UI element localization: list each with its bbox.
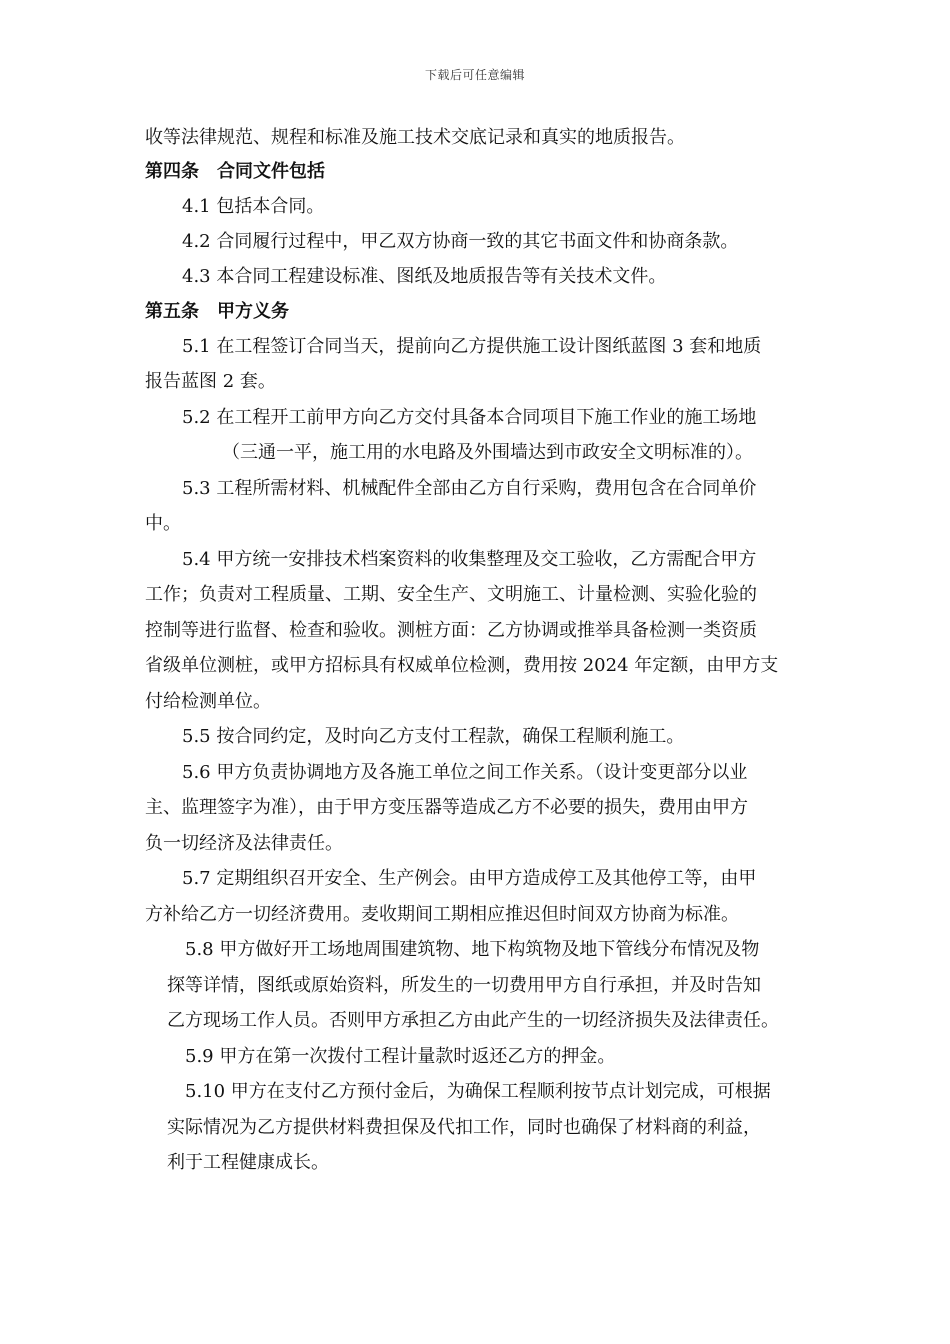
clause-5-7: 5.7 定期组织召开安全、生产例会。由甲方造成停工及其他停工等，由甲: [182, 868, 757, 889]
paragraph-line: 乙方现场工作人员。否则甲方承担乙方由此产生的一切经济损失及法律责任。: [167, 1010, 779, 1031]
clause-5-3: 5.3 工程所需材料、机械配件全部由乙方自行采购，费用包含在合同单价: [182, 478, 757, 499]
clause-5-10: 5.10 甲方在支付乙方预付金后，为确保工程顺利按节点计划完成，可根据: [185, 1081, 771, 1102]
paragraph-line: 中。: [145, 513, 181, 534]
clause-5-6: 5.6 甲方负责协调地方及各施工单位之间工作关系。（设计变更部分以业: [182, 762, 748, 783]
clause-4-1: 4.1 包括本合同。: [182, 196, 325, 217]
clause-5-8: 5.8 甲方做好开工场地周围建筑物、地下构筑物及地下管线分布情况及物: [185, 939, 760, 960]
clause-5-5: 5.5 按合同约定，及时向乙方支付工程款，确保工程顺利施工。: [182, 726, 685, 747]
paragraph-line: 报告蓝图 2 套。: [145, 371, 276, 392]
section-heading-article-5: 第五条 甲方义务: [145, 301, 289, 322]
section-heading-article-4: 第四条 合同文件包括: [145, 161, 325, 182]
paragraph-line: 方补给乙方一切经济费用。麦收期间工期相应推迟但时间双方协商为标准。: [145, 904, 739, 925]
clause-5-1: 5.1 在工程签订合同当天，提前向乙方提供施工设计图纸蓝图 3 套和地质: [182, 336, 762, 357]
clause-5-9: 5.9 甲方在第一次拨付工程计量款时返还乙方的押金。: [185, 1046, 616, 1067]
paragraph-line: 负一切经济及法律责任。: [145, 833, 343, 854]
clause-5-2: 5.2 在工程开工前甲方向乙方交付具备本合同项目下施工作业的施工场地: [182, 407, 757, 428]
paragraph-line: 探等详情，图纸或原始资料，所发生的一切费用甲方自行承担，并及时告知: [167, 975, 761, 996]
paragraph-line: 控制等进行监督、检查和验收。测桩方面：乙方协调或推举具备检测一类资质: [145, 620, 757, 641]
page-header: 下载后可任意编辑: [424, 68, 525, 82]
paragraph-line: 工作；负责对工程质量、工期、安全生产、文明施工、计量检测、实验化验的: [145, 584, 757, 605]
paragraph-line: （三通一平，施工用的水电路及外围墙达到市政安全文明标准的）。: [222, 442, 753, 463]
paragraph-line: 收等法律规范、规程和标准及施工技术交底记录和真实的地质报告。: [145, 127, 685, 148]
clause-5-4: 5.4 甲方统一安排技术档案资料的收集整理及交工验收，乙方需配合甲方: [182, 549, 757, 570]
paragraph-line: 主、监理签字为准），由于甲方变压器等造成乙方不必要的损失，费用由甲方: [145, 797, 748, 818]
paragraph-line: 实际情况为乙方提供材料费担保及代扣工作，同时也确保了材料商的利益，: [167, 1117, 761, 1138]
paragraph-line: 利于工程健康成长。: [167, 1152, 329, 1173]
paragraph-line: 省级单位测桩，或甲方招标具有权威单位检测，费用按 2024 年定额，由甲方支: [145, 655, 779, 676]
paragraph-line: 付给检测单位。: [145, 691, 271, 712]
clause-4-2: 4.2 合同履行过程中，甲乙双方协商一致的其它书面文件和协商条款。: [182, 231, 739, 252]
clause-4-3: 4.3 本合同工程建设标准、图纸及地质报告等有关技术文件。: [182, 266, 667, 287]
